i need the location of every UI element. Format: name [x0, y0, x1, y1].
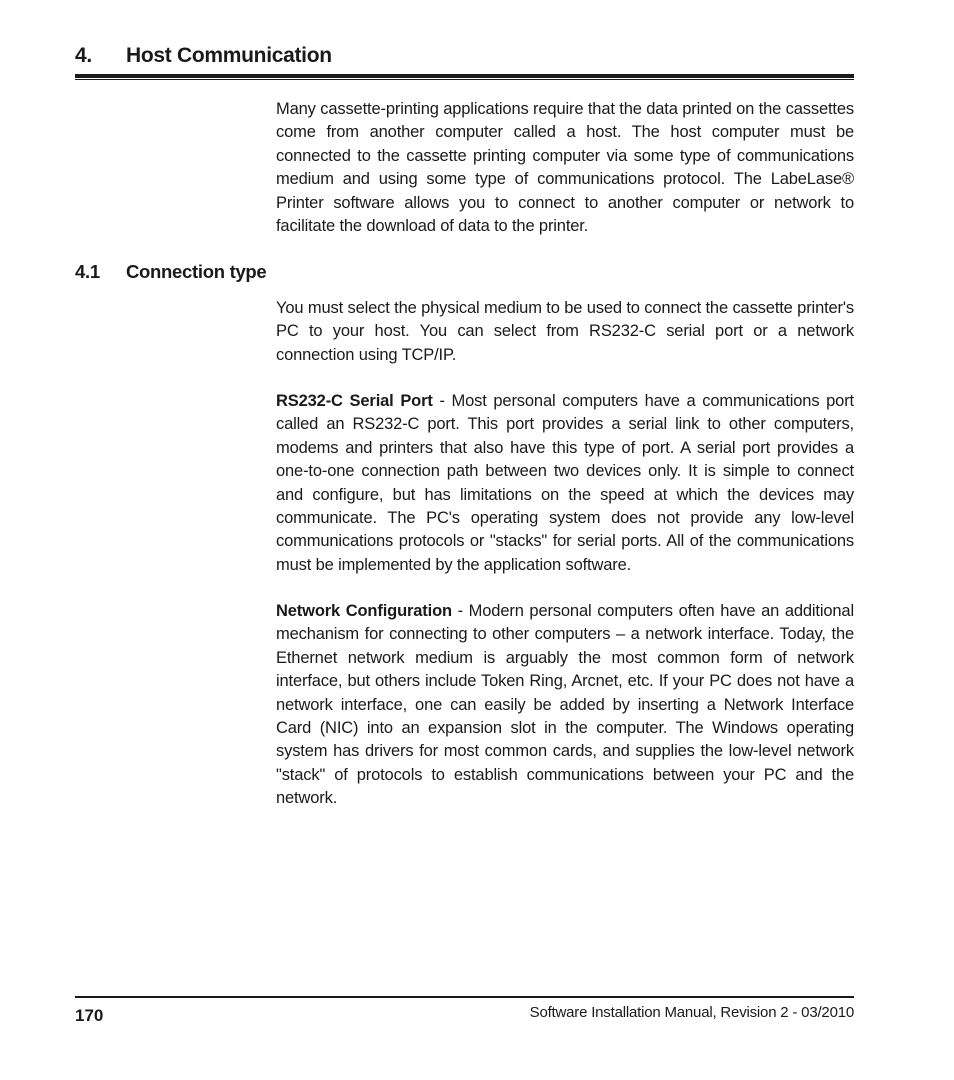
network-term: Network Configuration [276, 602, 452, 620]
section-title: Connection type [126, 261, 267, 282]
connection-intro-paragraph: You must select the physical medium to be used to connect the cassette printer's PC to your host. You can select from RS232-C serial port or a network connection using TCP/IP. [276, 299, 854, 364]
footer-divider [75, 996, 854, 998]
footer-text: Software Installation Manual, Revision 2 - 03/2010 [529, 1004, 854, 1021]
network-paragraph [276, 600, 854, 811]
section-heading [75, 261, 854, 287]
rs232-text: - Most personal computers have a communications port called an RS232-C port. This port provides a serial link to other computers, modems and printers that also have this type of port. A serial port provides a one-to-one connection path between two devices only. It is simple to connect and configure, but has limitations on the speed at which the devices may communicate. The PC's operating system does not provide any low-level communications protocols or "stacks" for serial ports. All of the communications must be implemented by the application software. [276, 392, 854, 574]
rs232-paragraph [276, 390, 854, 577]
chapter-heading [75, 44, 854, 72]
chapter-title: Host Communication [126, 44, 332, 67]
section-number: 4.1 [75, 261, 100, 282]
page-number: 170 [75, 1006, 104, 1025]
network-text: - Modern personal computers often have an additional mechanism for connecting to other computers – a network interface. Today, the Ethernet network medium is arguably the most common form of network interface, but others include Token Ring, Arcnet, etc. If your PC does not have a network interface, one can easily be added by inserting a Network Interface Card (NIC) into an expansion slot in the computer. The Windows operating system has drivers for most common cards, and supplies the low-level network "stack" of protocols to establish communications between your PC and the network. [276, 602, 854, 808]
intro-paragraph: Many cassette-printing applications require that the data printed on the cassettes come from another computer called a host. The host computer must be connected to the cassette printing computer via some type of communications medium and using some type of communications protocol. The LabeLase® Printer software allows you to connect to another computer or network to facilitate the download of data to the printer. [276, 100, 854, 236]
header-divider [75, 74, 854, 80]
chapter-number: 4. [75, 44, 92, 67]
rs232-term: RS232-C Serial Port [276, 392, 433, 410]
